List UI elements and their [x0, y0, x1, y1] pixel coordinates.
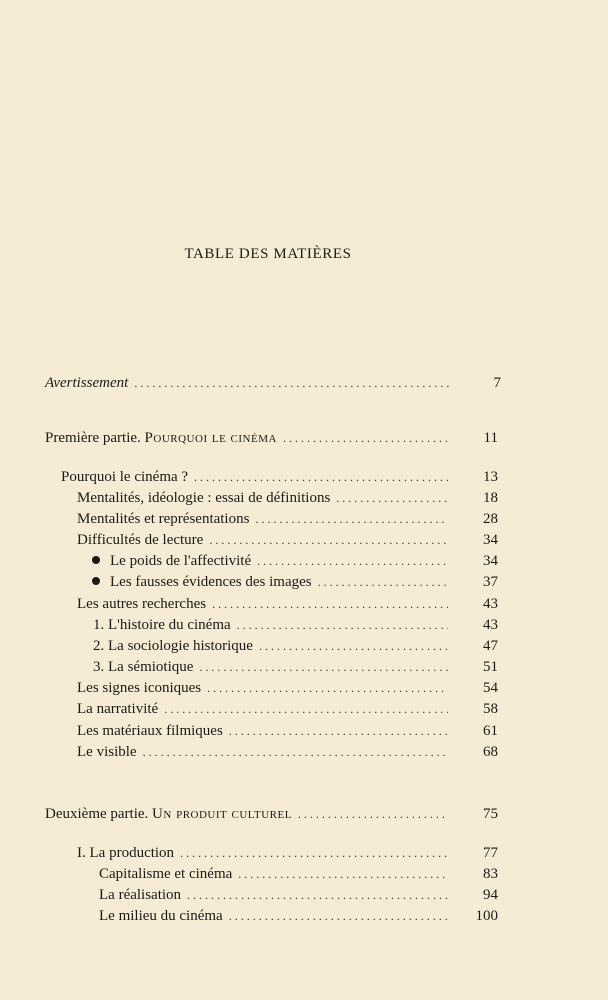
toc-entry	[77, 487, 498, 509]
page-number: 94	[483, 887, 498, 903]
toc-entry	[61, 466, 498, 488]
dot-leader	[180, 842, 448, 864]
toc-entry-label: L'histoire du cinéma	[108, 617, 231, 633]
toc-entry-label: La sémiotique	[108, 659, 194, 675]
toc-entry-text	[77, 842, 174, 864]
toc-entry-text: La narrativité	[77, 701, 159, 717]
page-number: 28	[483, 511, 498, 527]
toc-entry-text	[45, 803, 292, 825]
dot-leader	[229, 905, 448, 927]
page-number: 18	[483, 490, 498, 506]
toc-entry	[77, 741, 498, 763]
dot-leader	[255, 508, 448, 530]
toc-entry-text	[92, 550, 251, 572]
toc-entry-label: Le poids de l'affectivité	[110, 553, 252, 569]
page-number: 75	[483, 806, 498, 822]
toc-entry-label: La production	[89, 845, 175, 861]
toc-entry-text: Le milieu du cinéma	[99, 908, 223, 924]
toc-entry	[92, 550, 498, 572]
page-number: 37	[483, 574, 498, 590]
toc-entry-text: Les signes iconiques	[77, 680, 202, 696]
toc-entry-text	[92, 571, 312, 593]
page-number: 77	[483, 845, 498, 861]
page-title: TABLE DES MATIÈRES	[184, 246, 352, 262]
page-number: 43	[483, 596, 498, 612]
toc-entry-text: Pourquoi le cinéma ?	[61, 469, 189, 485]
page-number: 51	[483, 659, 498, 675]
dot-leader	[164, 698, 448, 720]
toc-entry-text: La réalisation	[99, 887, 182, 903]
toc-entry-number: 2.	[93, 638, 108, 654]
dot-leader	[298, 803, 448, 825]
toc-entry	[77, 593, 498, 615]
page-number: 13	[483, 469, 498, 485]
toc-entry	[92, 571, 498, 593]
toc-entry	[77, 720, 498, 742]
page-number: 43	[483, 617, 498, 633]
toc-entry-text: Le visible	[77, 744, 137, 760]
toc-entry-number: 3.	[93, 659, 108, 675]
dot-leader	[283, 427, 448, 449]
toc-entry	[77, 508, 498, 530]
toc-entry	[93, 614, 498, 636]
dot-leader	[187, 884, 448, 906]
toc-entry	[77, 529, 498, 551]
toc-entry	[93, 635, 498, 657]
page-number: 83	[483, 866, 498, 882]
toc-entry-text	[93, 635, 253, 657]
page-number: 58	[483, 701, 498, 717]
toc-entry-part-two	[45, 803, 498, 825]
page-number: 47	[483, 638, 498, 654]
toc-entry	[77, 677, 498, 699]
dot-leader	[259, 635, 448, 657]
bullet-icon	[92, 577, 100, 585]
page-number: 54	[483, 680, 498, 696]
part-title: Pourquoi le cinéma	[144, 430, 277, 446]
toc-entry	[99, 905, 498, 927]
dot-leader	[209, 529, 448, 551]
page-number: 11	[483, 430, 498, 446]
dot-leader	[238, 863, 448, 885]
part-prefix: Deuxième partie.	[45, 806, 153, 822]
part-prefix: Première partie.	[45, 430, 145, 446]
dot-leader	[207, 677, 448, 699]
toc-entry	[77, 698, 498, 720]
page-number: 68	[483, 744, 498, 760]
toc-entry-number: 1.	[93, 617, 108, 633]
page-number: 100	[475, 908, 498, 924]
dot-leader	[237, 614, 448, 636]
toc-entry-text: Les autres recherches	[77, 596, 207, 612]
toc-entry	[93, 656, 498, 678]
page-number: 7	[493, 375, 501, 391]
toc-entry-avertissement	[45, 372, 501, 394]
dot-leader	[257, 550, 448, 572]
bullet-icon	[92, 556, 100, 564]
dot-leader	[229, 720, 448, 742]
dot-leader	[336, 487, 448, 509]
toc-entry-text: Difficultés de lecture	[77, 532, 204, 548]
toc-entry-text	[45, 427, 277, 449]
toc-entry-text: Mentalités et représentations	[77, 511, 250, 527]
toc-entry-text: Les matériaux filmiques	[77, 723, 223, 739]
dot-leader	[134, 372, 451, 394]
toc-entry-text	[93, 656, 193, 678]
dot-leader	[199, 656, 448, 678]
toc-entry-text: Mentalités, idéologie : essai de définitions	[77, 490, 331, 506]
part-title: Un produit culturel	[152, 806, 292, 822]
toc-entry-part-one	[45, 427, 498, 449]
dot-leader	[212, 593, 448, 615]
toc-entry-label: La sociologie historique	[108, 638, 253, 654]
page-number: 34	[483, 553, 498, 569]
toc-entry-text: Avertissement	[45, 375, 129, 391]
toc-entry-text	[93, 614, 231, 636]
page-number: 34	[483, 532, 498, 548]
toc-entry	[77, 842, 498, 864]
dot-leader	[143, 741, 448, 763]
toc-entry	[99, 863, 498, 885]
dot-leader	[194, 466, 448, 488]
toc-entry	[99, 884, 498, 906]
dot-leader	[318, 571, 448, 593]
page-number: 61	[483, 723, 498, 739]
toc-entry-number: I.	[77, 845, 90, 861]
toc-entry-label: Les fausses évidences des images	[110, 574, 312, 590]
toc-entry-text: Capitalisme et cinéma	[99, 866, 233, 882]
